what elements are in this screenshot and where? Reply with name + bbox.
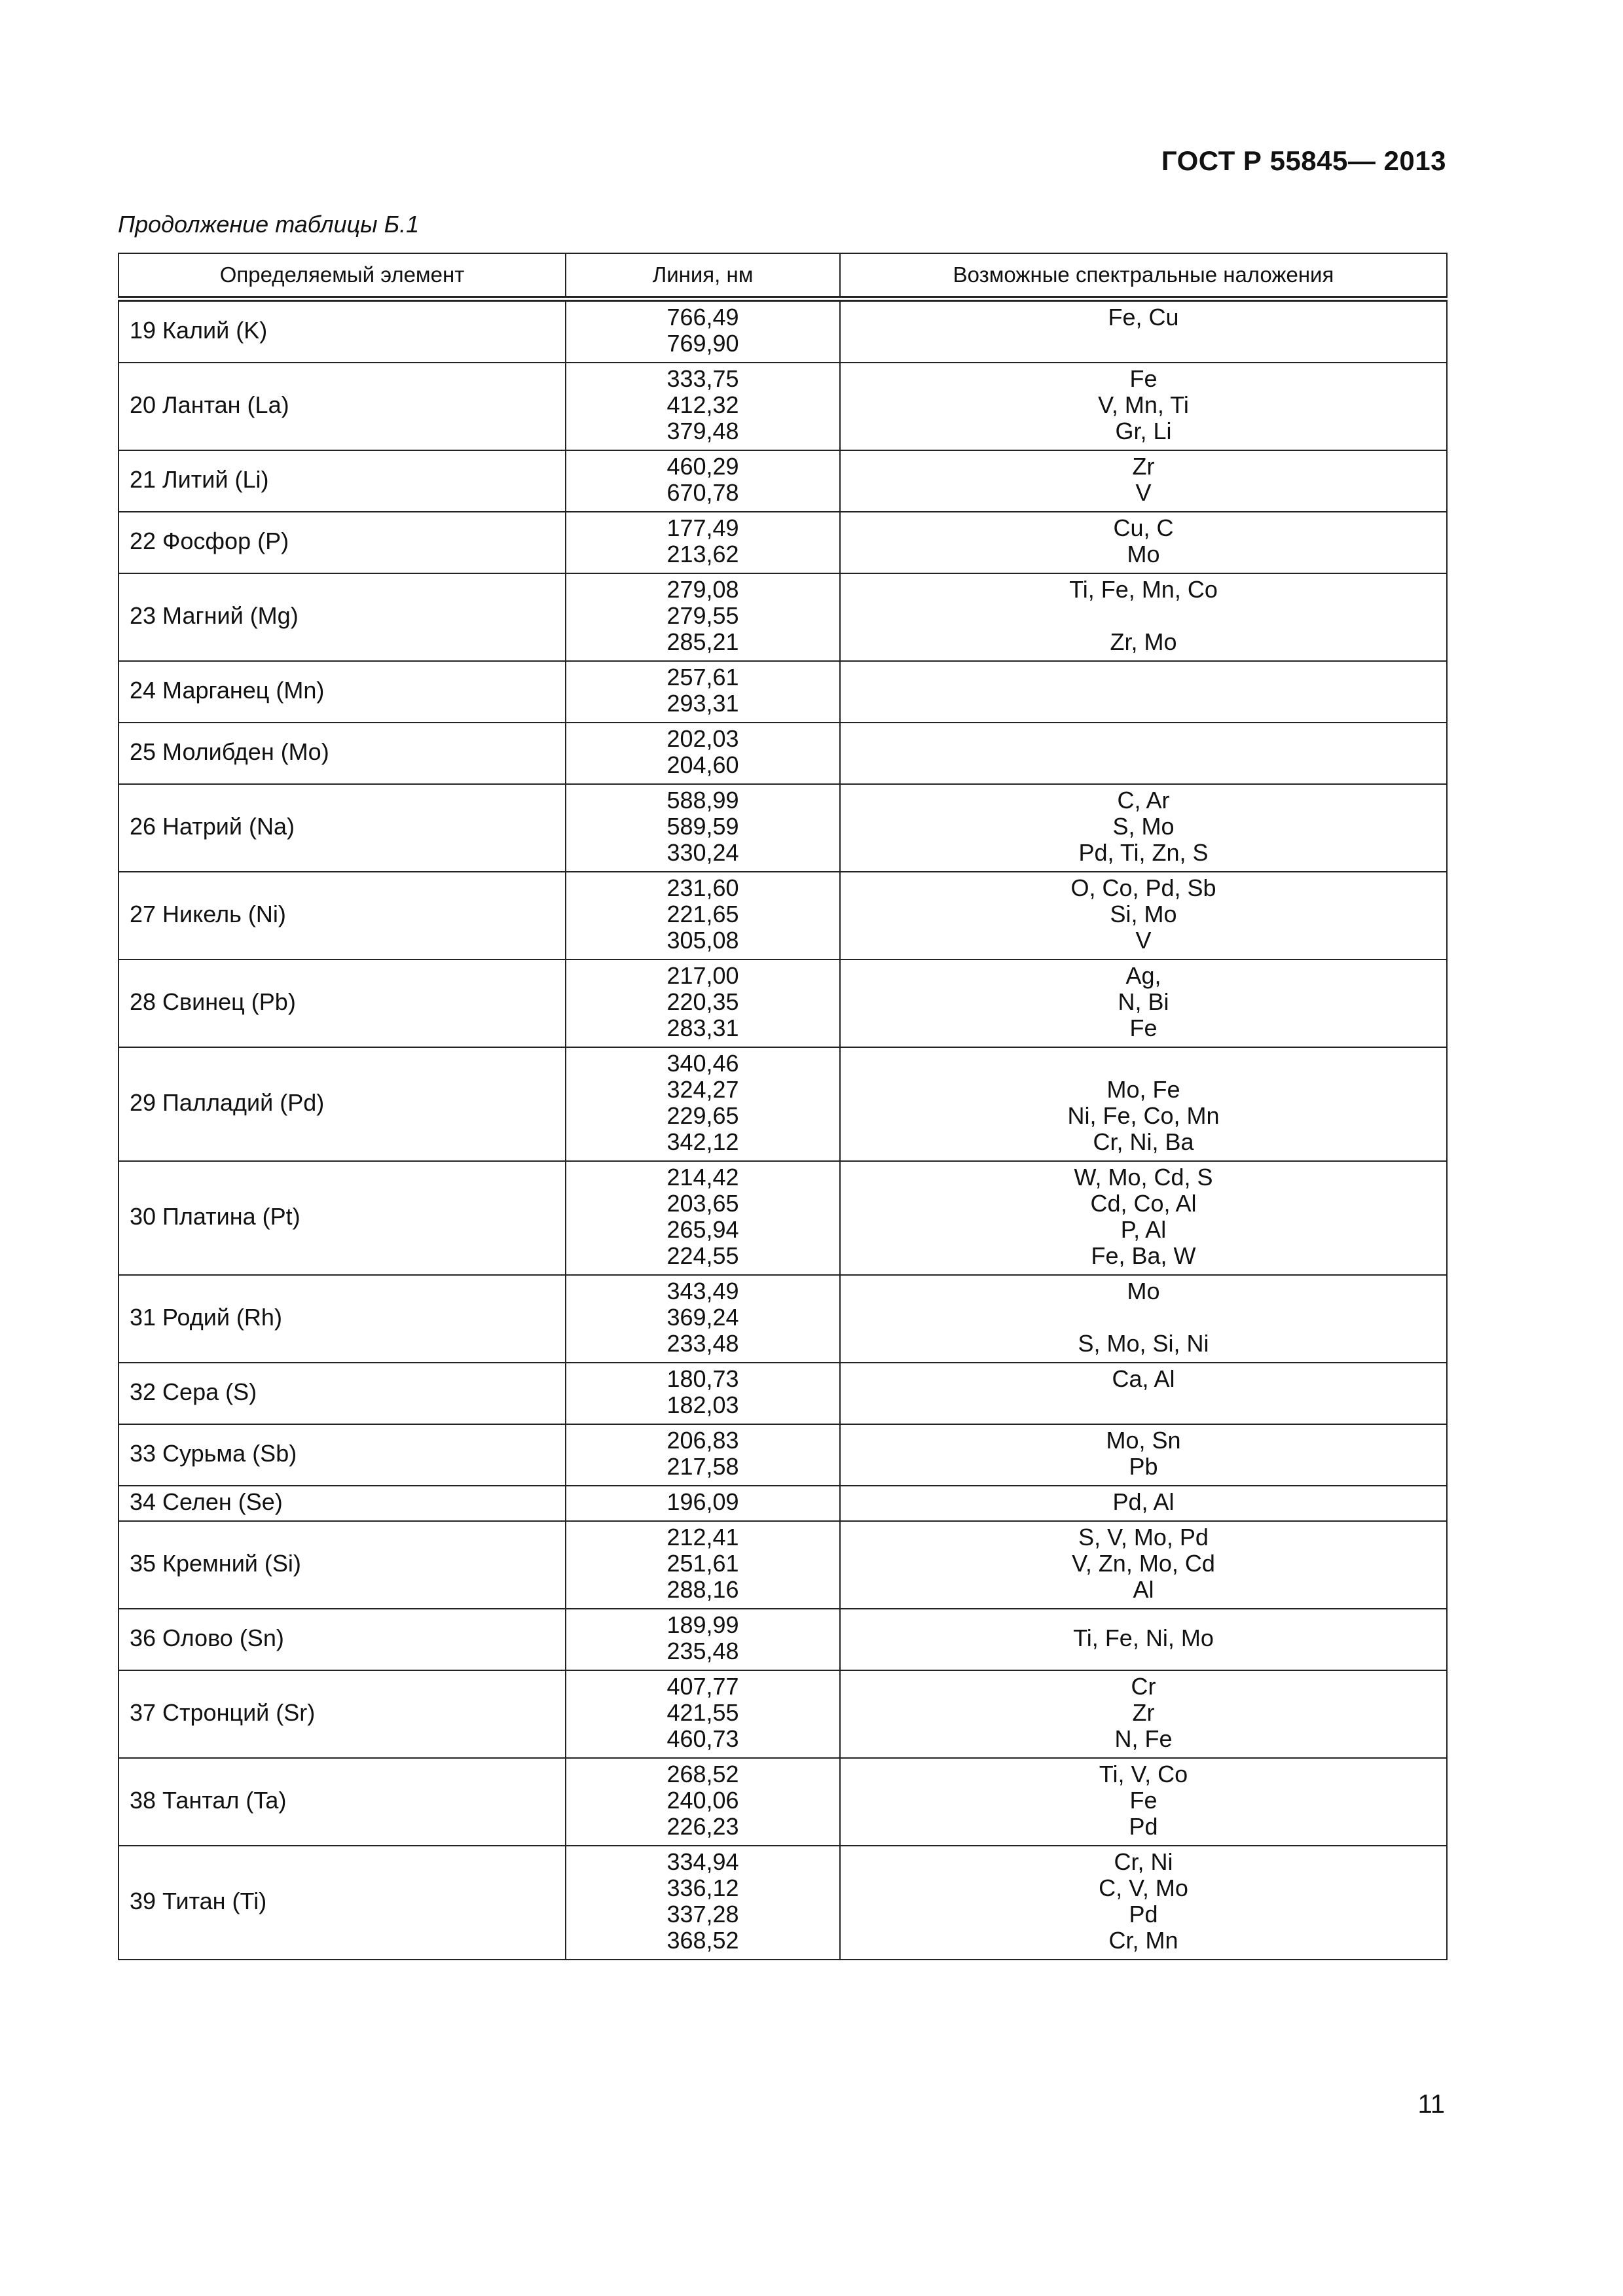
- element-cell: 24 Марганец (Mn): [119, 661, 566, 723]
- table-row: [119, 1846, 1447, 1960]
- line-cell: [566, 661, 840, 723]
- overlap-value: V, Zn, Mo, Cd: [1072, 1550, 1215, 1577]
- overlap-value: Cu, C: [1113, 514, 1174, 541]
- overlap-cell: [840, 299, 1447, 363]
- overlap-value: S, Mo: [1112, 813, 1175, 840]
- overlap-cell: [840, 1275, 1447, 1363]
- table-row: [119, 960, 1447, 1047]
- line-value: 305,08: [666, 927, 739, 954]
- overlap-cell: [840, 1363, 1447, 1424]
- overlap-cell: [840, 872, 1447, 960]
- overlap-cell: [840, 1424, 1447, 1486]
- spectral-lines-table: [118, 253, 1448, 1960]
- overlap-value: Cr, Ni: [1114, 1848, 1173, 1875]
- overlap-value: Cr: [1131, 1673, 1156, 1700]
- overlap-value: C, Ar: [1117, 787, 1170, 814]
- line-cell: [566, 450, 840, 512]
- table-row: [119, 872, 1447, 960]
- line-value: 288,16: [666, 1576, 739, 1603]
- line-cell: [566, 1424, 840, 1486]
- table-caption: Продолжение таблицы Б.1: [118, 211, 420, 238]
- line-value: 204,60: [666, 751, 739, 778]
- overlap-cell: [840, 723, 1447, 784]
- column-header-line: Линия, нм: [566, 253, 840, 299]
- overlap-cell: [840, 1047, 1447, 1161]
- table-row: [119, 1758, 1447, 1846]
- overlap-value: Fe, Ba, W: [1091, 1242, 1196, 1269]
- overlap-value: Mo: [1127, 541, 1160, 567]
- overlap-value: V, Mn, Ti: [1098, 391, 1189, 418]
- element-cell: 27 Никель (Ni): [119, 872, 566, 960]
- line-cell: [566, 1609, 840, 1670]
- line-value: 588,99: [666, 787, 739, 814]
- overlap-value: P, Al: [1120, 1216, 1167, 1243]
- line-value: 189,99: [666, 1611, 739, 1638]
- line-value: 324,27: [666, 1076, 739, 1103]
- line-value: 240,06: [666, 1787, 739, 1814]
- line-value: 343,49: [666, 1278, 739, 1304]
- line-value: 330,24: [666, 839, 739, 866]
- element-cell: 23 Магний (Mg): [119, 573, 566, 661]
- line-value: 212,41: [666, 1524, 739, 1551]
- overlap-value: Cd, Co, Al: [1090, 1190, 1197, 1217]
- line-value: 333,75: [666, 365, 739, 392]
- line-value: 217,58: [666, 1453, 739, 1480]
- overlap-value: Pd: [1129, 1813, 1158, 1840]
- element-cell: 32 Сера (S): [119, 1363, 566, 1424]
- overlap-value: Mo, Fe: [1106, 1076, 1180, 1103]
- line-value: 265,94: [666, 1216, 739, 1243]
- overlap-value: O, Co, Pd, Sb: [1070, 874, 1216, 901]
- overlap-value: Zr: [1132, 453, 1155, 480]
- table-row: [119, 1161, 1447, 1275]
- overlap-value: Pd, Ti, Zn, S: [1078, 839, 1209, 866]
- element-cell: 38 Тантал (Ta): [119, 1758, 566, 1846]
- overlap-cell: [840, 1161, 1447, 1275]
- line-value: 293,31: [666, 690, 739, 717]
- element-cell: 29 Палладий (Pd): [119, 1047, 566, 1161]
- table-row: [119, 1047, 1447, 1161]
- element-cell: 30 Платина (Pt): [119, 1161, 566, 1275]
- overlap-value: [841, 603, 1446, 629]
- overlap-value: [841, 1304, 1446, 1331]
- table-row: [119, 299, 1447, 363]
- line-value: 235,48: [666, 1638, 739, 1664]
- table-row: [119, 512, 1447, 573]
- overlap-value: V: [1135, 927, 1152, 954]
- line-value: 229,65: [666, 1102, 739, 1129]
- overlap-value: Pd, Al: [1112, 1488, 1175, 1515]
- line-cell: [566, 1047, 840, 1161]
- table-row: [119, 450, 1447, 512]
- line-cell: [566, 872, 840, 960]
- line-cell: [566, 299, 840, 363]
- line-value: 203,65: [666, 1190, 739, 1217]
- table-row: [119, 1670, 1447, 1758]
- line-value: 221,65: [666, 901, 739, 927]
- line-cell: [566, 784, 840, 872]
- overlap-value: Pb: [1129, 1453, 1158, 1480]
- table-body: [119, 299, 1447, 1960]
- overlap-value: [841, 1050, 1446, 1077]
- overlap-value: S, V, Mo, Pd: [1078, 1524, 1209, 1551]
- overlap-value: Ca, Al: [1112, 1365, 1175, 1392]
- line-value: 589,59: [666, 813, 739, 840]
- line-value: 283,31: [666, 1014, 739, 1041]
- line-cell: [566, 512, 840, 573]
- overlap-cell: [840, 1670, 1447, 1758]
- page-number: 11: [1417, 2090, 1445, 2119]
- column-header-overlaps: Возможные спектральные наложения: [840, 253, 1447, 299]
- overlap-cell: [840, 661, 1447, 723]
- overlap-value: N, Fe: [1114, 1725, 1173, 1752]
- overlap-value: Pd: [1129, 1901, 1158, 1928]
- line-value: 233,48: [666, 1330, 739, 1357]
- line-value: 213,62: [666, 541, 739, 567]
- overlap-value: V: [1135, 479, 1152, 506]
- overlap-cell: [840, 1758, 1447, 1846]
- overlap-value: Ti, Fe, Ni, Mo: [1073, 1624, 1214, 1651]
- line-cell: [566, 1486, 840, 1521]
- line-value: 231,60: [666, 874, 739, 901]
- line-cell: [566, 1363, 840, 1424]
- overlap-cell: [840, 363, 1447, 450]
- overlap-value: Fe, Cu: [1108, 304, 1179, 331]
- line-value: 180,73: [666, 1365, 739, 1392]
- element-cell: 28 Свинец (Pb): [119, 960, 566, 1047]
- overlap-cell: [840, 784, 1447, 872]
- overlap-value: Fe: [1129, 1014, 1158, 1041]
- overlap-value: N, Bi: [1118, 988, 1169, 1015]
- line-value: 340,46: [666, 1050, 739, 1077]
- element-cell: 22 Фосфор (P): [119, 512, 566, 573]
- line-value: 196,09: [666, 1488, 739, 1515]
- overlap-value: Ag,: [1125, 962, 1161, 989]
- line-value: 217,00: [666, 962, 739, 989]
- overlap-value: Si, Mo: [1110, 901, 1177, 927]
- element-cell: 21 Литий (Li): [119, 450, 566, 512]
- element-cell: 19 Калий (K): [119, 299, 566, 363]
- line-value: 460,73: [666, 1725, 739, 1752]
- line-cell: [566, 1670, 840, 1758]
- overlap-value: Gr, Li: [1115, 418, 1172, 444]
- overlap-cell: [840, 1609, 1447, 1670]
- overlap-value: Zr, Mo: [1110, 628, 1177, 655]
- line-value: 279,55: [666, 602, 739, 629]
- line-value: 268,52: [666, 1761, 739, 1787]
- overlap-value: Cr, Mn: [1108, 1927, 1178, 1954]
- line-value: 407,77: [666, 1673, 739, 1700]
- overlap-value: Ni, Fe, Co, Mn: [1067, 1102, 1220, 1129]
- line-value: 421,55: [666, 1699, 739, 1726]
- element-cell: 34 Селен (Se): [119, 1486, 566, 1521]
- element-cell: 20 Лантан (La): [119, 363, 566, 450]
- overlap-value: Cr, Ni, Ba: [1093, 1128, 1194, 1155]
- line-value: 769,90: [666, 330, 739, 357]
- overlap-value: Mo: [1127, 1278, 1160, 1304]
- table-row: [119, 1275, 1447, 1363]
- element-cell: 31 Родий (Rh): [119, 1275, 566, 1363]
- table-row: [119, 1486, 1447, 1521]
- line-value: 342,12: [666, 1128, 739, 1155]
- table-row: [119, 1424, 1447, 1486]
- overlap-cell: [840, 573, 1447, 661]
- element-cell: 35 Кремний (Si): [119, 1521, 566, 1609]
- overlap-value: S, Mo, Si, Ni: [1078, 1330, 1209, 1357]
- element-cell: 36 Олово (Sn): [119, 1609, 566, 1670]
- overlap-value: Zr: [1132, 1699, 1155, 1726]
- line-cell: [566, 1275, 840, 1363]
- column-header-element: Определяемый элемент: [119, 253, 566, 299]
- table-header-row: [119, 253, 1447, 299]
- table-row: [119, 1521, 1447, 1609]
- line-value: 368,52: [666, 1927, 739, 1954]
- line-value: 379,48: [666, 418, 739, 444]
- line-value: 336,12: [666, 1874, 739, 1901]
- line-value: 285,21: [666, 628, 739, 655]
- line-value: 206,83: [666, 1427, 739, 1454]
- overlap-cell: [840, 512, 1447, 573]
- table-row: [119, 1363, 1447, 1424]
- table-row: [119, 573, 1447, 661]
- table-row: [119, 1609, 1447, 1670]
- overlap-value: Al: [1133, 1576, 1154, 1603]
- overlap-cell: [840, 960, 1447, 1047]
- line-value: 337,28: [666, 1901, 739, 1928]
- line-value: 369,24: [666, 1304, 739, 1331]
- line-value: 460,29: [666, 453, 739, 480]
- line-value: 334,94: [666, 1848, 739, 1875]
- line-value: 766,49: [666, 304, 739, 331]
- line-cell: [566, 1521, 840, 1609]
- line-value: 279,08: [666, 576, 739, 603]
- line-cell: [566, 363, 840, 450]
- element-cell: 33 Сурьма (Sb): [119, 1424, 566, 1486]
- line-cell: [566, 960, 840, 1047]
- table-row: [119, 363, 1447, 450]
- element-cell: 26 Натрий (Na): [119, 784, 566, 872]
- overlap-cell: [840, 1846, 1447, 1960]
- line-cell: [566, 1758, 840, 1846]
- line-value: 214,42: [666, 1164, 739, 1191]
- overlap-value: C, V, Mo: [1099, 1874, 1188, 1901]
- line-value: 202,03: [666, 725, 739, 752]
- overlap-value: Fe: [1129, 365, 1158, 392]
- overlap-value: Mo, Sn: [1106, 1427, 1181, 1454]
- line-value: 220,35: [666, 988, 739, 1015]
- element-cell: 25 Молибден (Mo): [119, 723, 566, 784]
- line-value: 670,78: [666, 479, 739, 506]
- line-cell: [566, 723, 840, 784]
- line-cell: [566, 1161, 840, 1275]
- element-cell: 37 Стронций (Sr): [119, 1670, 566, 1758]
- overlap-value: Ti, V, Co: [1099, 1761, 1188, 1787]
- line-value: 257,61: [666, 664, 739, 691]
- overlap-cell: [840, 1521, 1447, 1609]
- line-value: 251,61: [666, 1550, 739, 1577]
- table-row: [119, 661, 1447, 723]
- document-code: ГОСТ Р 55845— 2013: [1161, 145, 1446, 176]
- element-cell: 39 Титан (Ti): [119, 1846, 566, 1960]
- overlap-cell: [840, 1486, 1447, 1521]
- line-value: 182,03: [666, 1391, 739, 1418]
- overlap-value: W, Mo, Cd, S: [1074, 1164, 1213, 1191]
- line-value: 226,23: [666, 1813, 739, 1840]
- line-value: 224,55: [666, 1242, 739, 1269]
- table-row: [119, 723, 1447, 784]
- overlap-value: Ti, Fe, Mn, Co: [1069, 576, 1218, 603]
- table-row: [119, 784, 1447, 872]
- line-cell: [566, 1846, 840, 1960]
- line-value: 412,32: [666, 391, 739, 418]
- overlap-value: Fe: [1129, 1787, 1158, 1814]
- overlap-cell: [840, 450, 1447, 512]
- line-value: 177,49: [666, 514, 739, 541]
- line-cell: [566, 573, 840, 661]
